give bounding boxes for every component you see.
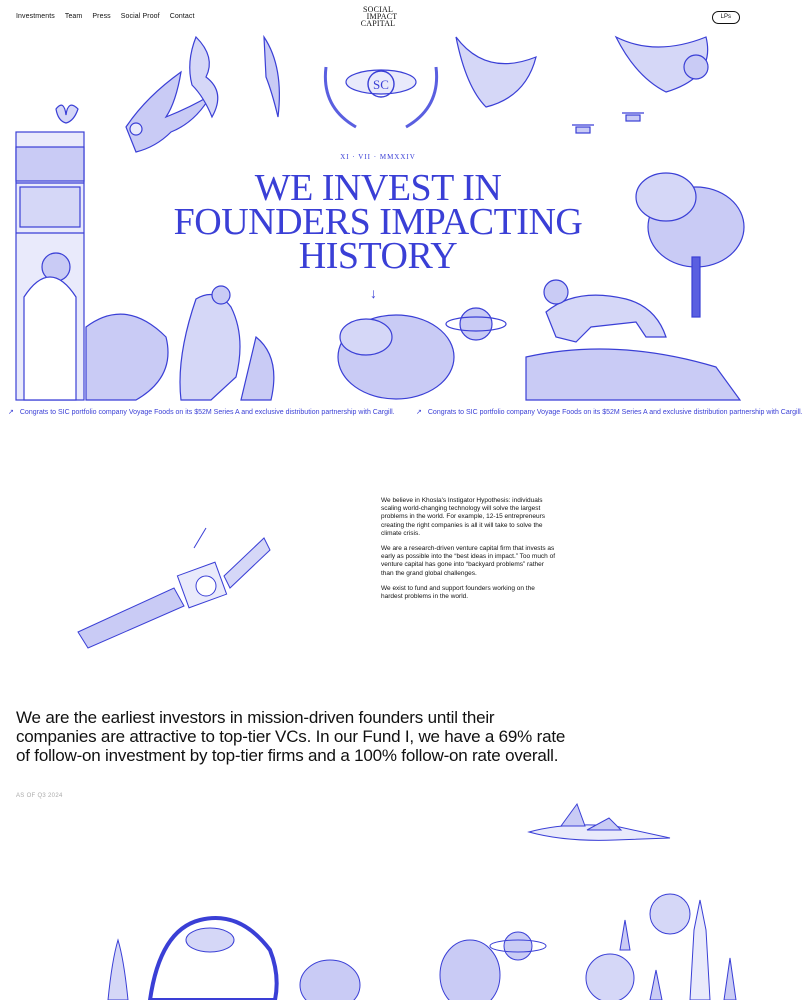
mission-statement: We are the earliest investors in mission-driven founders until their companies are attractive to top-tier VCs. In our Fund I, we have a 69% rate of follow-on investment by top-tier firms and a 100% follow-on rate overall. (16, 708, 566, 765)
ticker-message: Congrats to SIC portfolio company Voyage Foods on its $52M Series A and exclusive distribution partnership with Cargill. (19, 409, 395, 416)
hero-title-line-1: WE INVEST IN (254, 167, 502, 209)
satellite-illustration (74, 528, 264, 652)
scroll-down-arrow-icon[interactable]: ↓ (370, 285, 377, 301)
arrow-up-right-icon: ↗ (416, 409, 422, 416)
hero-title-line-3: HISTORY (298, 235, 458, 277)
hero-date: XI · VII · MMXXIV (340, 153, 416, 161)
nav-link-social-proof[interactable]: Social Proof (120, 13, 160, 20)
ticker-message: Congrats to SIC portfolio company Voyage Foods on its $52M Series A and exclusive distribution partnership with Cargill. (427, 409, 803, 416)
supersonic-jet-illustration (525, 798, 675, 844)
nav-link-team[interactable]: Team (64, 13, 83, 20)
nav-link-contact[interactable]: Contact (169, 13, 195, 20)
nav-link-investments[interactable]: Investments (16, 13, 55, 20)
hero-title-line-2: FOUNDERS IMPACTING (173, 201, 583, 243)
shrub-illustration (338, 315, 454, 399)
planet-illustration (446, 308, 506, 340)
about-text (381, 497, 557, 608)
about-paragraph-3: We exist to fund and support founders working on the hardest problems in the world. (381, 584, 535, 601)
bottom-illustration (0, 890, 756, 1000)
top-nav (0, 0, 756, 36)
ticker-item[interactable] (416, 408, 803, 416)
logo-line-social: SOCIAL (362, 5, 394, 14)
monogram-text: SC (373, 77, 389, 92)
drone-illustration (572, 113, 644, 133)
lps-button[interactable]: LPs (712, 11, 740, 24)
about-paragraph-2: We are a research-driven venture capital firm that invests as early as possible into the “best ideas in impact.” Too much of venture capital has gone into “backyard problems” rather than the grand global challenges. (381, 545, 556, 577)
about-paragraph-1: We believe in Khosla's Instigator Hypothesis: individuals scaling world-changing technology will solve the largest problems in the world. For example, 12-15 entrepreneurs creating the right companies is all it will take to solve the climate crisis. (381, 497, 546, 537)
moth-illustration (56, 105, 78, 123)
as-of-label: AS OF Q3 2024 (16, 793, 63, 799)
logo-line-capital: CAPITAL (360, 19, 396, 28)
nav-link-press[interactable]: Press (92, 13, 111, 20)
tiger-illustration (526, 280, 740, 400)
arrow-up-right-icon: ↗ (8, 409, 14, 416)
news-ticker (0, 402, 803, 422)
logo-line-impact: IMPACT (366, 12, 398, 21)
farmer-illustration (86, 286, 274, 400)
top-foliage-illustration (456, 37, 708, 107)
hero-title (16, 167, 740, 277)
hero-banner (16, 37, 740, 400)
site-logo[interactable] (350, 6, 406, 27)
ticker-item[interactable] (8, 408, 395, 416)
nav-links (16, 13, 195, 20)
